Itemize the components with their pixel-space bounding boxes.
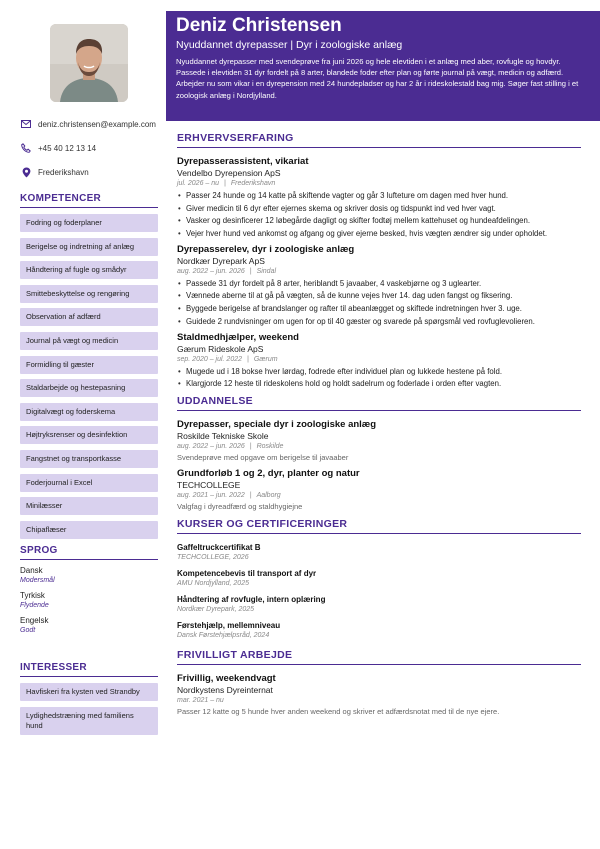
language-level: Flydende [20, 602, 49, 609]
language-name: Tyrkisk [20, 591, 45, 600]
skill-chip: Højtryksrenser og desinfektion [20, 426, 158, 444]
school-name: Roskilde Tekniske Skole [177, 431, 269, 442]
bullet-item: • Vejer hver hund ved ankomst og afgang og giver ejerne besked, hvis vægten ændrer sig under opholdet. [177, 228, 581, 239]
job-title: Staldmedhjælper, weekend [177, 331, 299, 343]
volunteer-note: Passer 12 katte og 5 hunde hver anden weekend og skriver et adfærdsnotat med til de nye ejere. [177, 707, 500, 717]
employer: Nordkær Dyrepark ApS [177, 255, 265, 266]
job-bullets [177, 190, 581, 239]
skill-chip: Smittebeskyttelse og rengøring [20, 285, 158, 303]
skill-chip: Foderjournal i Excel [20, 474, 158, 492]
profile-summary: Nyuddannet dyrepasser med svendeprøve fra juni 2026 og hele elevtiden i et anlæg med aber, rovfugle og hovdyr. Passede i elevtiden 31 dyr fordelt på 8 arter, blandede foder efter plan og førte journal på vægt, medicin og adfærd. Arbejder nu som vikar i en dyrepension med 24 hundepladser og har 2 år i rideskolestald bag mig. Søger fast stilling i et zoologisk anlæg i Nordjylland. [176, 57, 579, 100]
languages-heading: SPROG [20, 545, 158, 560]
languages-section [20, 545, 158, 641]
education-note: Valgfag i dyreadfærd og staldhygiejne [177, 502, 303, 512]
skill-chip: Chipaflæser [20, 521, 158, 539]
course-meta: Nordkær Dyrepark, 2025 [177, 606, 255, 614]
degree-title: Dyrepasser, speciale dyr i zoologiske anlæg [177, 419, 377, 431]
interest-chip: Lydighedstræning med familiens hund [20, 707, 158, 735]
person-photo-icon [50, 24, 128, 102]
experience-section [177, 132, 581, 389]
volunteer-org: Nordkystens Dyreinternat [177, 685, 273, 696]
employer: Vendelbo Dyrepension ApS [177, 168, 281, 178]
job-meta: aug. 2022 – jun. 2026 | Sindal [177, 267, 277, 275]
skill-chip: Berigelse og indretning af anlæg [20, 238, 158, 256]
experience-entry [177, 332, 581, 390]
volunteer-section [177, 649, 581, 717]
education-place: Aalborg [256, 492, 281, 500]
interests-heading: INTERESSER [20, 662, 158, 677]
skill-chip: Håndtering af fugle og smådyr [20, 261, 158, 279]
course-meta: AMU Nordjylland, 2025 [177, 580, 249, 588]
skill-chip: Observation af adfærd [20, 308, 158, 326]
contact-location [20, 166, 170, 178]
bullet-item: • Passede 31 dyr fordelt på 8 arter, heriblandt 5 javaaber, 4 vaskebjørne og 3 uglearter. [177, 278, 581, 289]
experience-heading: ERHVERVSERFARING [177, 132, 581, 148]
skill-chip: Digitalvægt og foderskema [20, 403, 158, 421]
skill-chip: Fangstnet og transportkasse [20, 450, 158, 468]
education-meta: aug. 2021 – jun. 2022 | Aalborg [177, 492, 281, 500]
contact-email[interactable] [20, 118, 170, 130]
job-bullets [177, 278, 581, 327]
course-meta: TECHCOLLEGE, 2026 [177, 554, 249, 562]
bullet-item: • Guidede 2 rundvisninger om ugen for op til 40 gæster og svarede på spørgsmål ved rovfuglevolieren. [177, 316, 581, 327]
job-title: Dyrepasserassistent, vikariat [177, 156, 309, 167]
bullet-item: • Mugede ud i 18 bokse hver lørdag, fodrede efter individuel plan og lukkede hestene på fold. [177, 366, 581, 377]
school-name: TECHCOLLEGE [177, 480, 241, 491]
courses-heading: KURSER OG CERTIFICERINGER [177, 518, 581, 534]
bullet-item: • Giver medicin til 6 dyr efter ejernes skema og skriver dosis og tidspunkt ind ved hver vagt. [177, 203, 581, 214]
skill-chip: Minilæsser [20, 497, 158, 515]
person-name: Deniz Christensen [176, 15, 342, 36]
course-name: Kompetencebevis til transport af dyr [177, 569, 317, 579]
location-pin-icon [20, 166, 32, 178]
course-name: Gaffeltruckcertifikat B [177, 543, 261, 553]
email-text: deniz.christensen@example.com [38, 119, 156, 129]
job-bullets [177, 366, 581, 390]
job-meta: jul. 2026 – nu | Frederikshavn [177, 180, 276, 187]
experience-entry [177, 156, 581, 239]
course-meta: Dansk Førstehjælpsråd, 2024 [177, 632, 270, 640]
main-content [177, 132, 581, 717]
education-heading: UDDANNELSE [177, 395, 581, 411]
education-entry [177, 468, 581, 512]
bullet-item: • Passer 24 hunde og 14 katte på skiftende vagter og går 3 lufteture om dagen med hver hund. [177, 190, 581, 201]
education-meta: aug. 2022 – jun. 2026 | Roskilde [177, 443, 284, 451]
profile-photo [50, 24, 128, 102]
job-dates: jul. 2026 – nu [177, 180, 220, 187]
skill-chip: Journal på vægt og medicin [20, 332, 158, 350]
job-place: Sindal [256, 267, 277, 275]
volunteer-heading: FRIVILLIGT ARBEJDE [177, 649, 581, 665]
language-level: Godt [20, 627, 36, 634]
job-place: Gærum [253, 355, 278, 363]
interest-chip: Havfiskeri fra kysten ved Strandby [20, 683, 158, 701]
degree-title: Grundforløb 1 og 2, dyr, planter og natur [177, 468, 360, 480]
course-name: Førstehjælp, mellemniveau [177, 621, 281, 631]
education-note: Svendeprøve med opgave om berigelse til javaaber [177, 453, 349, 463]
volunteer-dates: mar. 2021 – nu [177, 697, 224, 705]
phone-text: +45 40 12 13 14 [38, 143, 97, 153]
volunteer-role: Frivillig, weekendvagt [177, 673, 276, 685]
job-tagline: Nyuddannet dyrepasser | Dyr i zoologiske anlæg [176, 39, 403, 51]
job-dates: sep. 2020 – jul. 2022 [177, 355, 242, 363]
employer: Gærum Rideskole ApS [177, 343, 264, 354]
job-title: Dyrepasserelev, dyr i zoologiske anlæg [177, 243, 355, 255]
skill-chip: Fodring og foderplaner [20, 214, 158, 232]
bullet-item: • Vænnede aberne til at gå på vægten, så de kunne vejes hver 14. dag uden fangst og fiksering. [177, 290, 581, 301]
education-place: Roskilde [256, 443, 284, 451]
language-name: Dansk [20, 566, 43, 575]
skills-heading: KOMPETENCER [20, 193, 158, 208]
bullet-item: • Klargjorde 12 heste til rideskolens hold og holdt sadelrum og foderlade i orden efter vagten. [177, 378, 581, 389]
interests-section [20, 662, 158, 740]
course-name: Håndtering af rovfugle, intern oplæring [177, 595, 326, 605]
courses-section [177, 518, 581, 641]
mail-icon [20, 118, 32, 130]
education-dates: aug. 2021 – jun. 2022 [177, 492, 245, 500]
contact-phone[interactable] [20, 142, 170, 154]
education-dates: aug. 2022 – jun. 2026 [177, 443, 245, 451]
profile-header [166, 11, 600, 121]
bullet-item: • Byggede berigelse af brandslanger og rafter til abeanlægget og skiftede indretningen hver 3. uge. [177, 303, 581, 314]
education-section [177, 395, 581, 512]
experience-entry [177, 244, 581, 327]
language-name: Engelsk [20, 616, 49, 625]
language-level: Modersmål [20, 577, 55, 584]
phone-icon [20, 142, 32, 154]
bullet-item: • Vasker og desinficerer 12 løbegårde dagligt og skifter fodtøj mellem kattehuset og hundeafdelingen. [177, 215, 581, 226]
location-text: Frederikshavn [38, 167, 89, 177]
sidebar [0, 0, 166, 849]
skill-chip: Staldarbejde og hestepasning [20, 379, 158, 397]
skills-section [20, 193, 158, 544]
job-meta: sep. 2020 – jul. 2022 | Gærum [177, 355, 278, 363]
education-entry [177, 419, 581, 463]
job-place: Frederikshavn [230, 180, 276, 187]
contact-block [20, 118, 170, 190]
job-dates: aug. 2022 – jun. 2026 [177, 267, 245, 275]
skill-chip: Formidling til gæster [20, 356, 158, 374]
